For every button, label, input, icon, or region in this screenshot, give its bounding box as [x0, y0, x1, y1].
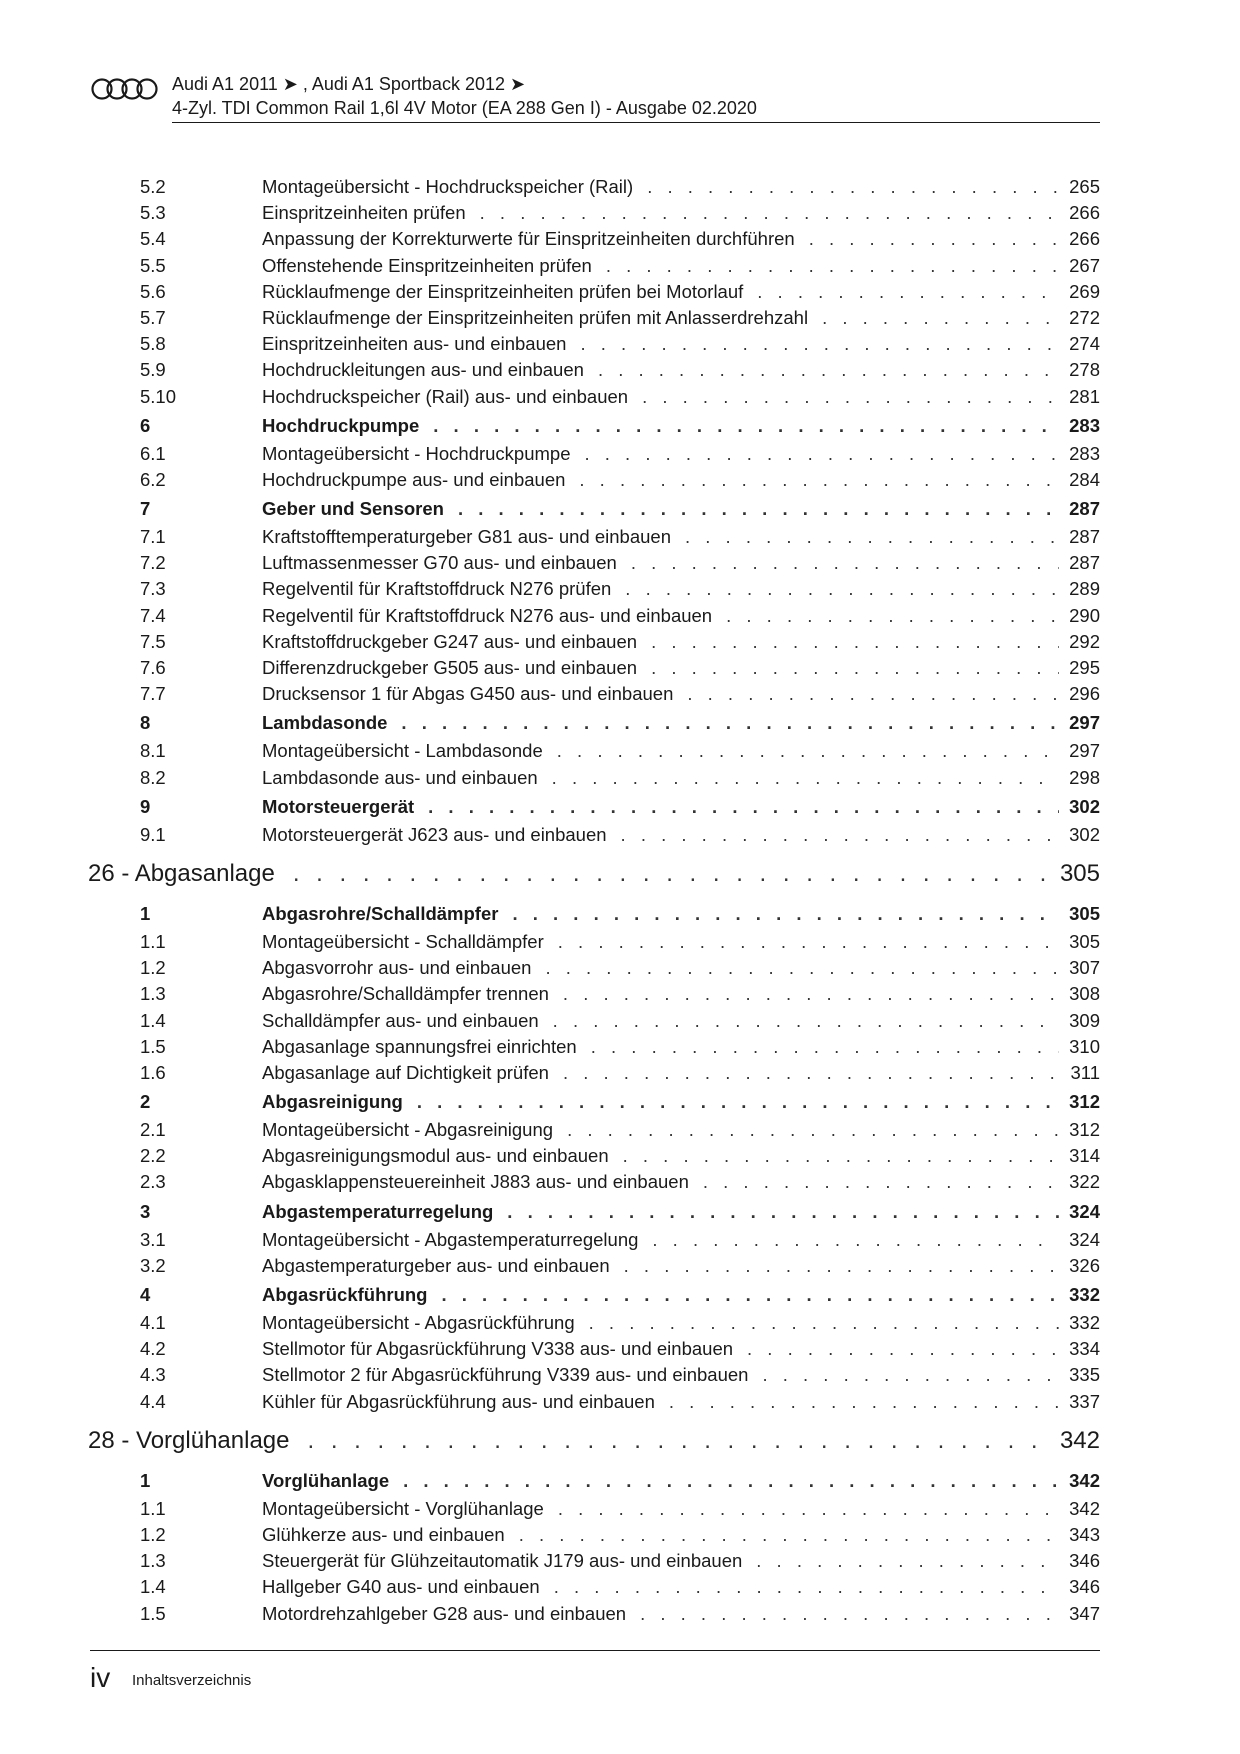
toc-entry-number: 5.8 — [140, 333, 166, 355]
toc-entry-number: 7.6 — [140, 657, 166, 678]
toc-entry-title: Einspritzeinheiten prüfen — [262, 202, 466, 224]
dot-leader — [640, 1603, 1059, 1625]
toc-entry-number: 5.5 — [140, 254, 166, 276]
dot-leader — [726, 605, 1059, 627]
toc-entry-title: Abgasrohre/Schalldämpfer — [262, 902, 499, 924]
toc-entry-row[interactable] — [88, 1010, 1100, 1036]
toc-section-row[interactable] — [88, 1091, 1100, 1119]
toc-entry-title: Montageübersicht - Schalldämpfer — [262, 930, 544, 952]
toc-entry-page: 267 — [1069, 254, 1100, 276]
toc-entry-number: 4.3 — [140, 1364, 166, 1386]
toc-entry-number: 9 — [140, 795, 151, 817]
toc-entry-title: Kraftstofftemperaturgeber G81 aus- und einbauen — [262, 526, 671, 548]
toc-entry-number: 1.1 — [140, 930, 166, 952]
toc-entry-title: Abgasanlage auf Dichtigkeit prüfen — [262, 1061, 549, 1083]
toc-entry-title: Drucksensor 1 für Abgas G450 aus- und einbauen — [262, 683, 674, 705]
dot-leader — [554, 1576, 1059, 1598]
toc-entry-page: 287 — [1069, 526, 1100, 548]
dot-leader — [428, 796, 1059, 818]
toc-entry-page: 278 — [1069, 359, 1100, 381]
toc-entry-row[interactable] — [88, 1119, 1100, 1145]
toc-entry-number: 4.2 — [140, 1338, 166, 1360]
toc-entry-page: 343 — [1069, 1523, 1100, 1545]
toc-entry-page: 305 — [1069, 930, 1100, 952]
toc-entry-row[interactable] — [88, 657, 1100, 683]
toc-entry-number: 7.5 — [140, 630, 166, 652]
toc-entry-title: Montageübersicht - Vorglühanlage — [262, 1497, 544, 1519]
toc-entry-number: 2.1 — [140, 1119, 166, 1141]
toc-entry-row[interactable] — [88, 228, 1100, 254]
toc-entry-page: 334 — [1069, 1338, 1100, 1360]
toc-entry-title: Stellmotor 2 für Abgasrückführung V339 aus- und einbauen — [262, 1364, 749, 1386]
toc-entry-number: 5.6 — [140, 280, 166, 302]
dot-leader — [558, 931, 1059, 953]
toc-entry-title: Regelventil für Kraftstoffdruck N276 aus- und einbauen — [262, 604, 713, 626]
toc-entry-title: Kraftstoffdruckgeber G247 aus- und einbauen — [262, 630, 638, 652]
toc-entry-title: Montageübersicht - Lambdasonde — [262, 740, 543, 762]
toc-entry-number: 1.4 — [140, 1576, 166, 1598]
toc-entry-number: 2.3 — [140, 1171, 166, 1193]
toc-entry-page: 305 — [1059, 859, 1100, 887]
toc-entry-number: 1.3 — [140, 983, 166, 1005]
toc-entry-page: 284 — [1069, 468, 1100, 490]
toc-entry-number: 9.1 — [140, 823, 166, 845]
dot-leader — [589, 1312, 1059, 1334]
toc-entry-page: 269 — [1069, 280, 1100, 302]
toc-entry-row[interactable] — [88, 957, 1100, 983]
dot-leader — [563, 1062, 1061, 1084]
toc-section-row[interactable] — [88, 1201, 1100, 1229]
toc-entry-row[interactable] — [88, 1603, 1100, 1629]
table-of-contents — [88, 176, 1100, 1629]
toc-entry-page: 298 — [1069, 766, 1100, 788]
toc-entry-page: 332 — [1069, 1312, 1100, 1333]
dot-leader — [687, 683, 1059, 705]
toc-entry-number: 1.1 — [140, 1497, 166, 1519]
toc-entry-row[interactable] — [88, 255, 1100, 281]
toc-entry-row[interactable] — [88, 983, 1100, 1009]
toc-entry-page: 272 — [1069, 306, 1100, 328]
toc-entry-page: 342 — [1059, 1426, 1100, 1454]
dot-leader — [401, 712, 1059, 734]
toc-entry-page: 324 — [1069, 1200, 1100, 1222]
dot-leader — [308, 1427, 1054, 1455]
dot-leader — [519, 1524, 1059, 1546]
toc-entry-number: 1 — [140, 902, 151, 924]
dot-leader — [747, 1338, 1059, 1360]
toc-entry-row[interactable] — [88, 1312, 1100, 1338]
toc-entry-row[interactable] — [88, 176, 1100, 202]
dot-leader — [563, 983, 1059, 1005]
toc-section-row[interactable] — [88, 712, 1100, 740]
toc-chapter-row[interactable] — [88, 1427, 1100, 1467]
toc-entry-number: 8.1 — [140, 740, 166, 762]
toc-entry-title: Abgastemperaturgeber aus- und einbauen — [262, 1254, 610, 1276]
toc-entry-row[interactable] — [88, 1338, 1100, 1364]
toc-entry-page: 297 — [1069, 712, 1100, 734]
toc-entry-page: 287 — [1069, 498, 1100, 520]
toc-entry-page: 266 — [1069, 202, 1100, 224]
toc-entry-number: 1.2 — [140, 957, 166, 979]
toc-entry-row[interactable] — [88, 1576, 1100, 1602]
toc-entry-page: 308 — [1069, 983, 1100, 1005]
toc-entry-number: 7.4 — [140, 604, 166, 626]
toc-entry-page: 281 — [1069, 385, 1100, 407]
footer-label: Inhaltsverzeichnis — [132, 1672, 252, 1689]
dot-leader — [480, 202, 1059, 224]
toc-section-row[interactable] — [88, 796, 1100, 824]
toc-entry-number: 7 — [140, 498, 151, 520]
dot-leader — [631, 552, 1059, 574]
toc-entry-number: 3.2 — [140, 1254, 166, 1276]
toc-entry-row[interactable] — [88, 605, 1100, 631]
toc-entry-row[interactable] — [88, 526, 1100, 552]
dot-leader — [621, 824, 1060, 846]
toc-entry-row[interactable] — [88, 307, 1100, 333]
toc-entry-page: 310 — [1069, 1035, 1100, 1057]
header-divider — [172, 122, 1100, 123]
toc-entry-title: Kühler für Abgasrückführung aus- und einbauen — [262, 1390, 655, 1412]
toc-entry-number: 1.5 — [140, 1035, 166, 1057]
toc-entry-page: 302 — [1069, 823, 1100, 845]
toc-entry-row[interactable] — [88, 1364, 1100, 1390]
toc-entry-number: 4 — [140, 1284, 151, 1305]
toc-entry-page: 314 — [1069, 1145, 1100, 1167]
toc-entry-page: 326 — [1069, 1254, 1100, 1276]
toc-entry-number: 7.2 — [140, 552, 166, 574]
toc-entry-row[interactable] — [88, 1145, 1100, 1171]
dot-leader — [553, 1010, 1059, 1032]
header-vehicle-line: Audi A1 2011 ➤ , Audi A1 Sportback 2012 ➤ — [172, 74, 526, 94]
toc-entry-page: 324 — [1069, 1228, 1100, 1250]
toc-entry-title: 28 - Vorglühanlage — [88, 1426, 290, 1454]
toc-entry-number: 5.7 — [140, 306, 166, 328]
toc-entry-title: Schalldämpfer aus- und einbauen — [262, 1009, 539, 1031]
dot-leader — [598, 359, 1059, 381]
dot-leader — [585, 443, 1060, 465]
toc-entry-title: Glühkerze aus- und einbauen — [262, 1523, 505, 1545]
toc-entry-page: 290 — [1069, 604, 1100, 626]
toc-entry-title: Vorglühanlage — [262, 1469, 390, 1491]
toc-section-row[interactable] — [88, 498, 1100, 526]
header-engine-line: 4-Zyl. TDI Common Rail 1,6l 4V Motor (EA 288 Gen I) - Ausgabe 02.2020 — [172, 98, 757, 118]
dot-leader — [623, 1145, 1060, 1167]
toc-entry-page: 287 — [1069, 552, 1100, 574]
toc-entry-title: Abgasreinigung — [262, 1091, 403, 1113]
toc-entry-page: 266 — [1069, 228, 1100, 250]
toc-entry-page: 312 — [1069, 1091, 1100, 1113]
dot-leader — [642, 386, 1059, 408]
toc-entry-title: Steuergerät für Glühzeitautomatik J179 aus- und einbauen — [262, 1550, 743, 1572]
toc-entry-number: 1.2 — [140, 1523, 166, 1545]
toc-entry-title: Einspritzeinheiten aus- und einbauen — [262, 333, 567, 355]
toc-entry-page: 274 — [1069, 333, 1100, 355]
toc-section-row[interactable] — [88, 415, 1100, 443]
toc-entry-number: 3 — [140, 1200, 151, 1222]
toc-entry-page: 292 — [1069, 630, 1100, 652]
toc-entry-page: 289 — [1069, 578, 1100, 600]
toc-entry-title: Montageübersicht - Abgasrückführung — [262, 1312, 575, 1333]
toc-entry-number: 5.3 — [140, 202, 166, 224]
dot-leader — [822, 307, 1059, 329]
toc-entry-page: 283 — [1069, 442, 1100, 464]
toc-entry-title: Luftmassenmesser G70 aus- und einbauen — [262, 552, 617, 574]
toc-entry-row[interactable] — [88, 1171, 1100, 1197]
dot-leader — [579, 469, 1059, 491]
toc-entry-page: 297 — [1069, 740, 1100, 762]
dot-leader — [762, 1364, 1059, 1386]
toc-entry-title: Abgastemperaturregelung — [262, 1200, 494, 1222]
toc-entry-number: 1 — [140, 1469, 151, 1491]
toc-entry-title: Abgasvorrohr aus- und einbauen — [262, 957, 532, 979]
toc-entry-number: 5.9 — [140, 359, 166, 381]
toc-entry-number: 1.5 — [140, 1602, 166, 1624]
toc-entry-title: Hochdruckleitungen aus- und einbauen — [262, 359, 584, 381]
toc-entry-row[interactable] — [88, 1498, 1100, 1524]
toc-entry-title: Lambdasonde aus- und einbauen — [262, 766, 538, 788]
dot-leader — [441, 1284, 1059, 1306]
toc-entry-number: 1.4 — [140, 1009, 166, 1031]
dot-leader — [557, 740, 1059, 762]
toc-entry-page: 342 — [1069, 1469, 1100, 1491]
toc-entry-row[interactable] — [88, 578, 1100, 604]
toc-entry-page: 332 — [1069, 1284, 1100, 1305]
toc-entry-number: 2.2 — [140, 1145, 166, 1167]
toc-entry-title: Motorsteuergerät — [262, 795, 415, 817]
toc-entry-page: 346 — [1069, 1576, 1100, 1598]
toc-entry-page: 337 — [1069, 1390, 1100, 1412]
toc-entry-page: 342 — [1069, 1497, 1100, 1519]
toc-entry-title: Rücklaufmenge der Einspritzeinheiten prüfen bei Motorlauf — [262, 280, 744, 302]
dot-leader — [591, 1036, 1059, 1058]
dot-leader — [512, 903, 1059, 925]
toc-entry-row[interactable] — [88, 824, 1100, 850]
dot-leader — [647, 176, 1059, 198]
dot-leader — [458, 498, 1059, 520]
toc-entry-title: Geber und Sensoren — [262, 498, 444, 520]
dot-leader — [507, 1201, 1059, 1223]
toc-section-row[interactable] — [88, 903, 1100, 931]
dot-leader — [433, 415, 1059, 437]
toc-entry-number: 4.4 — [140, 1390, 166, 1412]
toc-entry-number: 6.2 — [140, 468, 166, 490]
toc-entry-row[interactable] — [88, 386, 1100, 412]
toc-entry-number: 5.4 — [140, 228, 166, 250]
toc-entry-page: 307 — [1069, 957, 1100, 979]
toc-entry-row[interactable] — [88, 1036, 1100, 1062]
toc-entry-title: Abgasklappensteuereinheit J883 aus- und einbauen — [262, 1171, 689, 1193]
toc-entry-row[interactable] — [88, 1229, 1100, 1255]
toc-entry-row[interactable] — [88, 740, 1100, 766]
dot-leader — [558, 1498, 1059, 1520]
toc-entry-title: Lambdasonde — [262, 712, 388, 734]
toc-entry-title: 26 - Abgasanlage — [88, 859, 275, 887]
toc-entry-title: Hallgeber G40 aus- und einbauen — [262, 1576, 540, 1598]
toc-entry-title: Motordrehzahlgeber G28 aus- und einbauen — [262, 1602, 627, 1624]
toc-entry-title: Hochdruckspeicher (Rail) aus- und einbauen — [262, 385, 629, 407]
toc-entry-page: 335 — [1069, 1364, 1100, 1386]
dot-leader — [756, 1550, 1059, 1572]
dot-leader — [652, 1229, 1059, 1251]
toc-entry-row[interactable] — [88, 202, 1100, 228]
toc-section-row[interactable] — [88, 1470, 1100, 1498]
dot-leader — [567, 1119, 1059, 1141]
toc-entry-number: 4.1 — [140, 1312, 166, 1333]
dot-leader — [685, 526, 1059, 548]
toc-entry-number: 7.7 — [140, 683, 166, 705]
dot-leader — [293, 860, 1054, 888]
toc-entry-row[interactable] — [88, 359, 1100, 385]
toc-entry-page: 295 — [1069, 657, 1100, 678]
toc-entry-row[interactable] — [88, 683, 1100, 709]
toc-entry-title: Abgasanlage spannungsfrei einrichten — [262, 1035, 577, 1057]
toc-entry-page: 305 — [1069, 902, 1100, 924]
dot-leader — [624, 1255, 1059, 1277]
toc-entry-row[interactable] — [88, 469, 1100, 495]
toc-entry-page: 265 — [1069, 176, 1100, 197]
toc-entry-row[interactable] — [88, 1062, 1100, 1088]
toc-entry-title: Hochdruckpumpe aus- und einbauen — [262, 468, 566, 490]
toc-entry-row[interactable] — [88, 443, 1100, 469]
footer-divider — [90, 1650, 1100, 1651]
toc-entry-title: Abgasreinigungsmodul aus- und einbauen — [262, 1145, 609, 1167]
toc-entry-row[interactable] — [88, 552, 1100, 578]
toc-entry-page: 311 — [1070, 1061, 1100, 1083]
dot-leader — [651, 631, 1059, 653]
toc-entry-page: 283 — [1069, 414, 1100, 436]
toc-entry-title: Montageübersicht - Hochdruckspeicher (Rail) — [262, 176, 634, 197]
dot-leader — [669, 1391, 1059, 1413]
toc-entry-number: 6 — [140, 414, 151, 436]
toc-entry-title: Motorsteuergerät J623 aus- und einbauen — [262, 823, 607, 845]
toc-entry-number: 3.1 — [140, 1228, 166, 1250]
toc-section-row[interactable] — [88, 1284, 1100, 1312]
toc-entry-number: 8.2 — [140, 766, 166, 788]
toc-entry-page: 302 — [1069, 795, 1100, 817]
toc-entry-page: 309 — [1069, 1009, 1100, 1031]
toc-entry-page: 296 — [1069, 683, 1100, 705]
toc-entry-title: Montageübersicht - Abgastemperaturregelung — [262, 1228, 639, 1250]
toc-entry-row[interactable] — [88, 1550, 1100, 1576]
toc-entry-number: 7.3 — [140, 578, 166, 600]
toc-entry-number: 5.10 — [140, 385, 177, 407]
toc-entry-number: 2 — [140, 1091, 151, 1113]
toc-entry-page: 346 — [1069, 1550, 1100, 1572]
toc-entry-row[interactable] — [88, 631, 1100, 657]
toc-entry-title: Anpassung der Korrekturwerte für Einspritzeinheiten durchführen — [262, 228, 795, 250]
dot-leader — [625, 578, 1059, 600]
toc-entry-number: 7.1 — [140, 526, 166, 548]
toc-entry-title: Abgasrohre/Schalldämpfer trennen — [262, 983, 549, 1005]
toc-entry-number: 1.6 — [140, 1061, 166, 1083]
toc-entry-number: 6.1 — [140, 442, 166, 464]
toc-entry-page: 312 — [1069, 1119, 1100, 1141]
toc-entry-row[interactable] — [88, 1524, 1100, 1550]
toc-entry-number: 8 — [140, 712, 151, 734]
toc-entry-number: 1.3 — [140, 1550, 166, 1572]
dot-leader — [417, 1091, 1059, 1113]
toc-entry-title: Stellmotor für Abgasrückführung V338 aus- und einbauen — [262, 1338, 734, 1360]
toc-entry-title: Rücklaufmenge der Einspritzeinheiten prüfen mit Anlasserdrehzahl — [262, 306, 809, 328]
dot-leader — [552, 767, 1059, 789]
toc-entry-number: 5.2 — [140, 176, 166, 197]
toc-entry-row[interactable] — [88, 1255, 1100, 1281]
footer-page-number: iv — [90, 1662, 111, 1693]
toc-entry-row[interactable] — [88, 1391, 1100, 1417]
toc-entry-title: Regelventil für Kraftstoffdruck N276 prüfen — [262, 578, 612, 600]
toc-entry-row[interactable] — [88, 931, 1100, 957]
toc-entry-page: 347 — [1069, 1602, 1100, 1624]
dot-leader — [606, 255, 1059, 277]
toc-chapter-row[interactable] — [88, 860, 1100, 900]
dot-leader — [651, 657, 1059, 679]
dot-leader — [809, 228, 1059, 250]
dot-leader — [403, 1470, 1059, 1492]
toc-entry-row[interactable] — [88, 281, 1100, 307]
toc-entry-page: 322 — [1069, 1171, 1100, 1193]
four-rings-logo-icon — [90, 77, 160, 101]
dot-leader — [757, 281, 1059, 303]
toc-entry-row[interactable] — [88, 333, 1100, 359]
toc-entry-title: Abgasrückführung — [262, 1284, 428, 1305]
toc-entry-title: Montageübersicht - Abgasreinigung — [262, 1119, 554, 1141]
toc-entry-row[interactable] — [88, 767, 1100, 793]
dot-leader — [703, 1171, 1059, 1193]
dot-leader — [580, 333, 1059, 355]
toc-entry-title: Montageübersicht - Hochdruckpumpe — [262, 442, 571, 464]
toc-entry-title: Offenstehende Einspritzeinheiten prüfen — [262, 254, 592, 276]
page-header — [90, 74, 1100, 128]
toc-entry-title: Differenzdruckgeber G505 aus- und einbauen — [262, 657, 638, 678]
dot-leader — [545, 957, 1059, 979]
toc-entry-title: Hochdruckpumpe — [262, 414, 420, 436]
